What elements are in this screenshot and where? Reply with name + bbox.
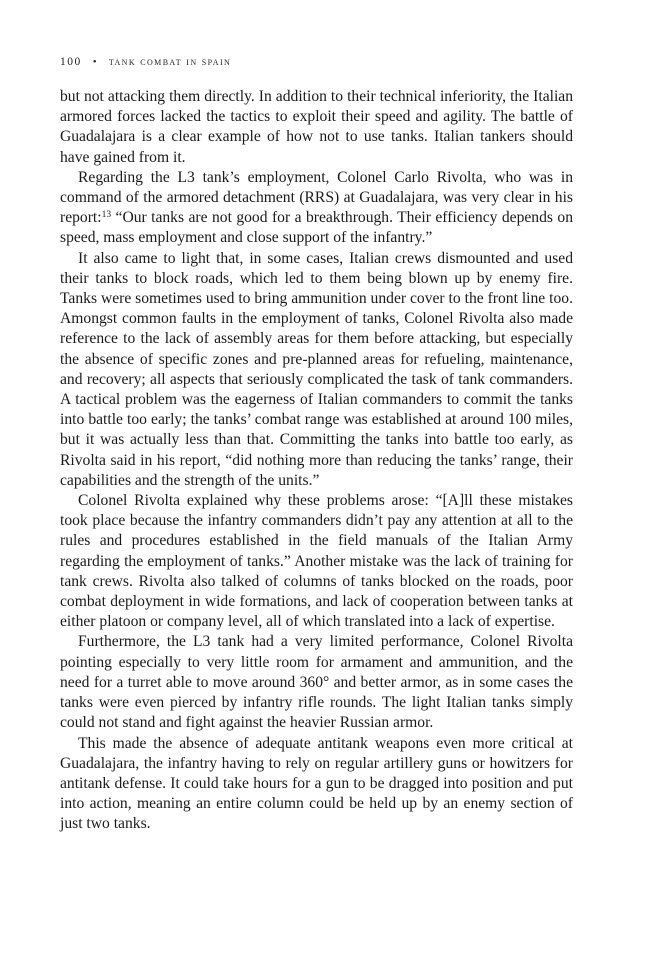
running-title: tank combat in spain [108,56,232,68]
paragraph-4: Colonel Rivolta explained why these problems arose: “[A]ll these mistakes took place because the infantry commanders didn’t pay any attention at all to the rules and procedures established in the field manuals of the Italian Army regarding the employment of tanks.” Another mistake was the lack of training for tank crews. Rivolta also talked of columns of tanks blocked on the roads, poor combat deployment in wide formations, and lack of cooperation between tanks at either platoon or company level, all of which translated into a lack of expertise. [60,492,573,631]
bullet-separator: • [92,56,98,68]
paragraph-2 [60,168,573,249]
running-head [60,56,573,68]
paragraph-1: but not attacking them directly. In addition to their technical inferiority, the Italian armored forces lacked the tactics to exploit their speed and agility. The battle of Guadalajara is a clear example of how not to use tanks. Italian tankers should have gained from it. [60,88,573,166]
body-text [60,87,573,835]
paragraph-6: This made the absence of adequate antitank weapons even more critical at Guadalajara, the infantry having to rely on regular artillery guns or howitzers for antitank defense. It could take hours for a gun to be dragged into position and put into action, meaning an entire column could be held up by an enemy section of just two tanks. [60,734,573,833]
paragraph-5: Furthermore, the L3 tank had a very limited performance, Colonel Rivolta pointing especially to very little room for armament and ammunition, and the need for a turret able to move around 360° and better armor, as in some cases the tanks were even pierced by infantry rifle rounds. The light Italian tanks simply could not stand and fight against the heavier Russian armor. [60,633,573,732]
paragraph-2-before: Regarding the L3 tank’s employment, Colonel Carlo Rivolta, who was in command of the armored detachment (RRS) at Guadalajara, was very clear in his report: [60,168,573,227]
book-page [60,56,573,835]
page-number: 100 [60,56,82,68]
footnote-reference[interactable]: 13 [101,210,112,221]
paragraph-2-after: “Our tanks are not good for a breakthrough. Their efficiency depends on speed, mass employment and close support of the infantry.” [60,209,573,247]
paragraph-3: It also came to light that, in some cases, Italian crews dismounted and used their tanks to block roads, which led to them being blown up by enemy fire. Tanks were sometimes used to bring ammunition under cover to the front line too. Amongst common faults in the employment of tanks, Colonel Rivolta also made reference to the lack of assembly areas for them before attacking, but especially the absence of specific zones and pre-planned areas for refueling, maintenance, and recovery; all aspects that seriously complicated the task of tank commanders. A tactical problem was the eagerness of Italian commanders to commit the tanks into battle too early; the tanks’ combat range was established at around 100 miles, but it was actually less than that. Committing the tanks into battle too early, as Rivolta said in his report, “did nothing more than reducing the tanks’ range, their capabilities and the strength of the units.” [60,249,573,489]
